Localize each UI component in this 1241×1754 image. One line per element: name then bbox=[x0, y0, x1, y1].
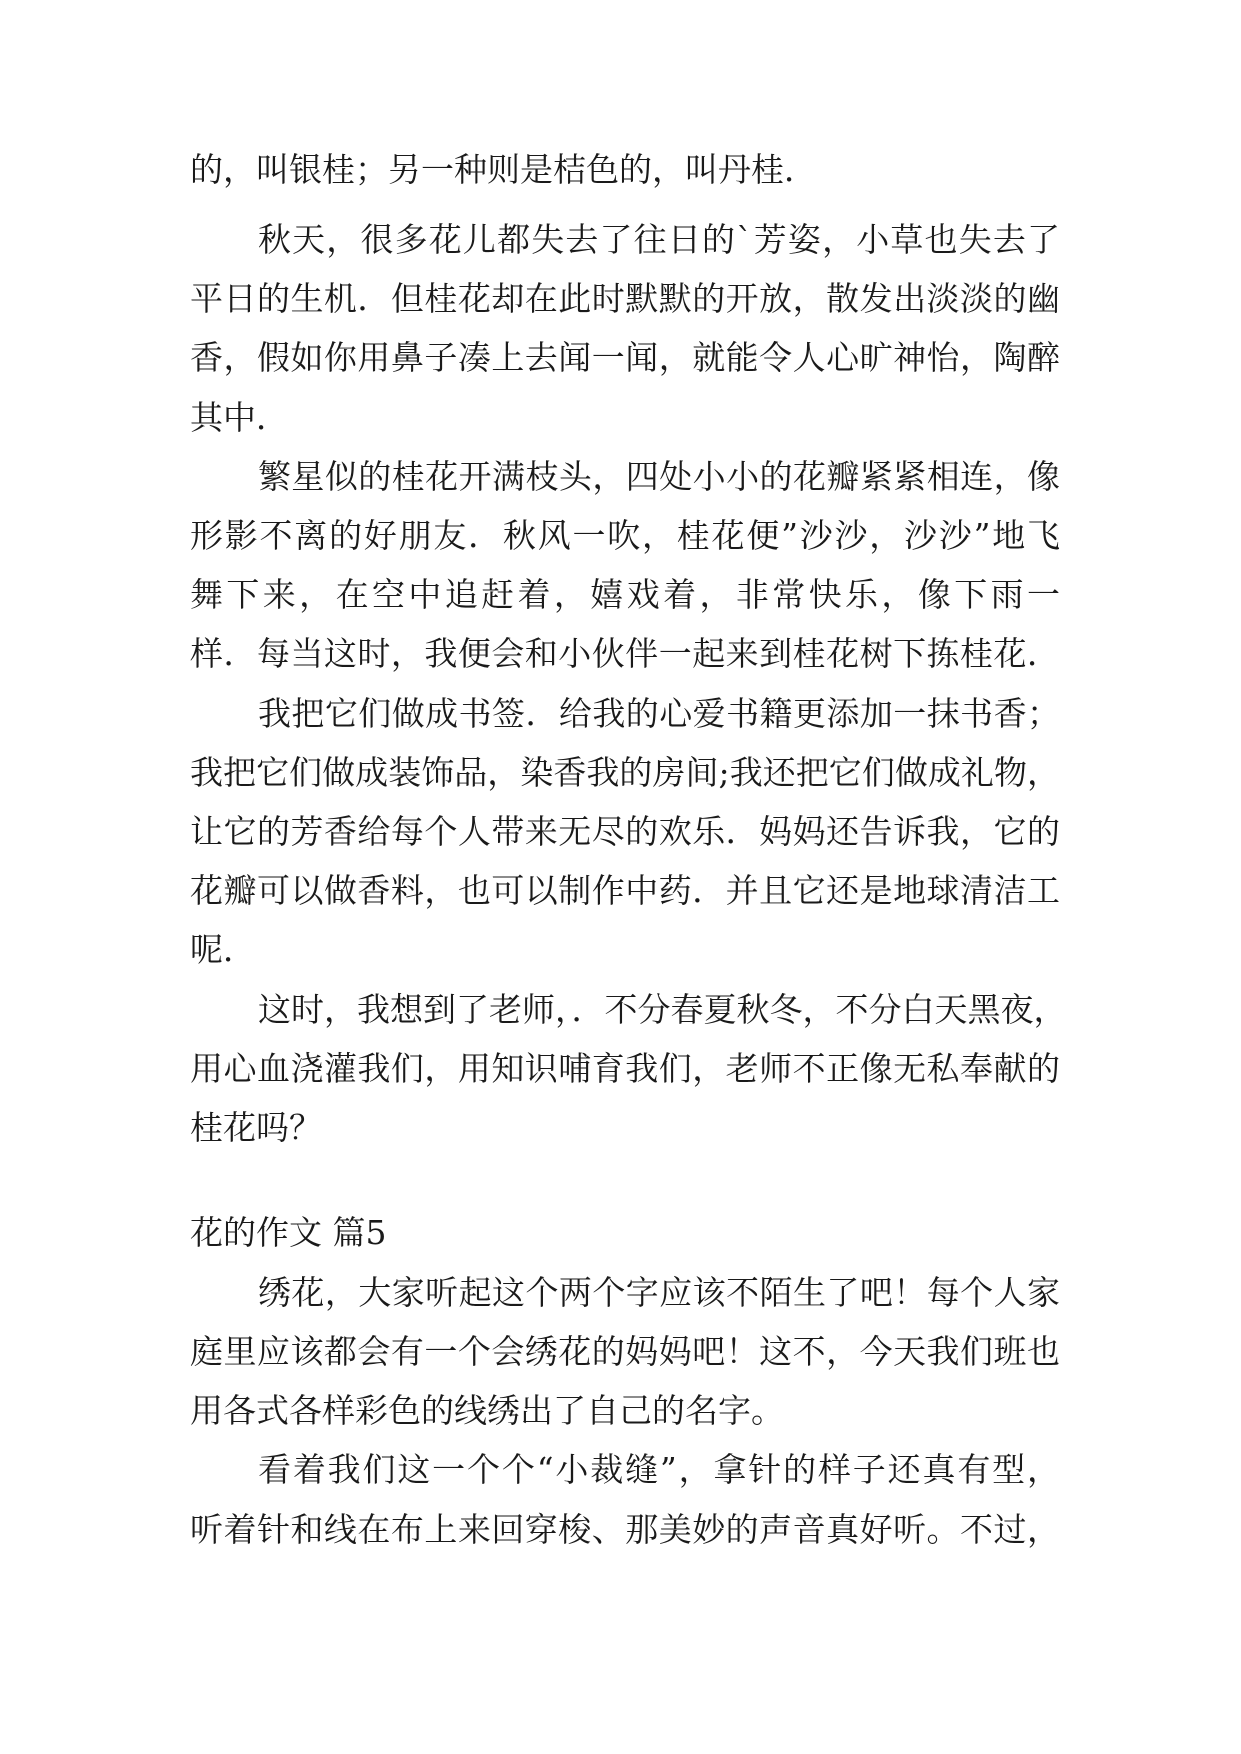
paragraph-start-line: 繁星似的桂花开满枝头，四处小小的花瓣紧紧相连，像 bbox=[258, 457, 1060, 496]
paragraph-start-line: 这时，我想到了老师，．不分春夏秋冬，不分白天黑夜， bbox=[258, 990, 1067, 1029]
text-line: 花瓣可以做香料，也可以制作中药．并且它还是地球清洁工 bbox=[190, 871, 1060, 910]
text-line: 呢． bbox=[190, 930, 256, 969]
text-line: 香，假如你用鼻子凑上去闻一闻，就能令人心旷神怡，陶醉 bbox=[190, 338, 1060, 377]
text-line: 平日的生机．但桂花却在此时默默的开放，散发出淡淡的幽 bbox=[190, 279, 1060, 318]
paragraph-start-line: 绣花，大家听起这个两个字应该不陌生了吧！每个人家 bbox=[258, 1273, 1060, 1312]
text-line: 舞下来，在空中追赶着，嬉戏着，非常快乐，像下雨一 bbox=[190, 575, 1060, 614]
section-heading: 花的作文 篇5 bbox=[190, 1213, 387, 1252]
text-line: 其中． bbox=[190, 398, 289, 437]
paragraph-start-line: 看着我们这一个个“小裁缝”，拿针的样子还真有型， bbox=[258, 1450, 1060, 1489]
paragraph-start-line: 我把它们做成书签．给我的心爱书籍更添加一抹书香； bbox=[258, 694, 1060, 733]
text-line: 听着针和线在布上来回穿梭、那美妙的声音真好听。不过， bbox=[190, 1510, 1060, 1549]
text-line: 样．每当这时，我便会和小伙伴一起来到桂花树下拣桂花． bbox=[190, 634, 1060, 673]
text-line: 让它的芳香给每个人带来无尽的欢乐．妈妈还告诉我，它的 bbox=[190, 812, 1060, 851]
text-line: 形影不离的好朋友．秋风一吹，桂花便”沙沙，沙沙”地飞 bbox=[190, 516, 1060, 555]
paragraph-start-line: 秋天，很多花儿都失去了往日的`芳姿，小草也失去了 bbox=[258, 220, 1060, 259]
text-line: 的，叫银桂；另一种则是桔色的，叫丹桂． bbox=[190, 150, 817, 189]
text-line: 用心血浇灌我们，用知识哺育我们，老师不正像无私奉献的 bbox=[190, 1049, 1060, 1088]
text-line: 我把它们做成装饰品，染香我的房间;我还把它们做成礼物， bbox=[190, 753, 1060, 792]
text-line: 庭里应该都会有一个会绣花的妈妈吧！这不，今天我们班也 bbox=[190, 1332, 1060, 1371]
text-line: 桂花吗？ bbox=[190, 1108, 322, 1147]
text-line: 用各式各样彩色的线绣出了自己的名字。 bbox=[190, 1391, 784, 1430]
